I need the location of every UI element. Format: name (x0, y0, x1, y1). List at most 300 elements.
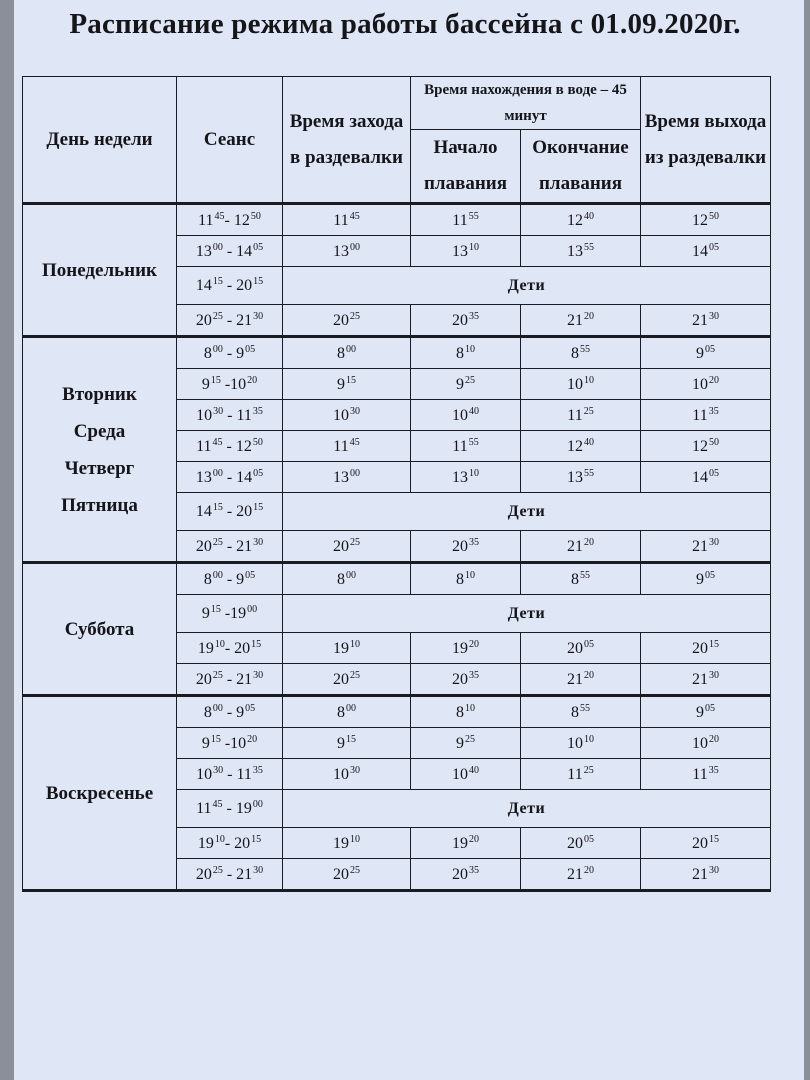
entry-time: $19^{10}$ (333, 833, 360, 852)
time-minutes: 10 (350, 638, 360, 650)
entry-time: $11^{45}$ (333, 210, 360, 229)
time-minutes: 10 (465, 569, 475, 581)
time-minutes: 45 (349, 436, 360, 448)
time-minutes: 30 (253, 669, 264, 681)
session-cell: $9^{15}$ $-10^{20}$ (177, 369, 283, 400)
exit-time-cell (641, 337, 771, 369)
time-minutes: 25 (583, 405, 594, 417)
time-minutes: 15 (210, 374, 221, 386)
swim-end-time: $8^{55}$ (571, 343, 590, 362)
time-minutes: 15 (210, 733, 221, 745)
time-minutes: 05 (705, 702, 715, 714)
swim-start-time: $20^{35}$ (452, 536, 479, 555)
exit-time: $10^{20}$ (692, 733, 719, 752)
session-start: $14^{15}$ (195, 502, 223, 520)
session-end: $19^{00}$ (235, 799, 263, 817)
exit-time-cell (641, 462, 771, 493)
entry-time-cell (283, 563, 411, 595)
entry-time-cell (283, 462, 411, 493)
table-row (23, 563, 771, 595)
day-group (23, 204, 771, 337)
time-minutes: 05 (245, 343, 256, 355)
time-minutes: 25 (465, 374, 475, 386)
exit-time-cell (641, 759, 771, 790)
time-minutes: 15 (210, 604, 221, 615)
swim-end-time-cell (521, 400, 641, 431)
entry-time: $10^{30}$ (333, 405, 360, 424)
swim-start-time-cell (411, 305, 521, 337)
session-cell: $10^{30} - 11^{35}$ (177, 759, 283, 790)
time-minutes: 00 (247, 604, 258, 615)
day-name: Вторник (62, 383, 137, 405)
time-minutes: 35 (252, 405, 263, 417)
swim-start-time-cell (411, 400, 521, 431)
time-minutes: 00 (252, 799, 263, 810)
header-water-time: Время нахождения в воде – 45 минут (411, 77, 641, 130)
session-cell: $20^{25} - 21^{30}$ (177, 531, 283, 563)
entry-time: $13^{00}$ (333, 241, 360, 260)
kids-session-cell: Дети (283, 790, 771, 828)
entry-time: $19^{10}$ (333, 638, 360, 657)
entry-time-cell (283, 859, 411, 891)
time-minutes: 55 (580, 343, 590, 355)
swim-start-time-cell (411, 431, 521, 462)
time-minutes: 10 (465, 702, 475, 714)
swim-end-time-cell (521, 859, 641, 891)
session-end: $20^{15}$ (234, 638, 262, 657)
entry-time: $20^{25}$ (333, 669, 360, 688)
session-cell: $20^{25} - 21^{30}$ (177, 664, 283, 696)
exit-time: $11^{35}$ (692, 764, 719, 783)
swim-end-time: $13^{55}$ (567, 467, 594, 486)
time-minutes: 20 (469, 833, 479, 845)
entry-time-cell (283, 204, 411, 236)
swim-end-time: $21^{20}$ (567, 536, 594, 555)
swim-start-time-cell (411, 236, 521, 267)
time-minutes: 30 (213, 764, 224, 776)
time-minutes: 50 (709, 210, 719, 222)
swim-end-time: $10^{10}$ (567, 733, 594, 752)
time-minutes: 15 (709, 638, 719, 650)
time-minutes: 35 (708, 764, 719, 776)
session-end: $14^{05}$ (236, 467, 264, 486)
session-cell: $9^{15}$ $-10^{20}$ (177, 728, 283, 759)
session-end: $14^{05}$ (236, 241, 264, 260)
day-name: Воскресенье (45, 782, 154, 804)
exit-time: $11^{35}$ (692, 405, 719, 424)
day-name: Среда (73, 420, 126, 442)
swim-end-time: $10^{10}$ (567, 374, 594, 393)
exit-time-cell (641, 531, 771, 563)
session-start: $19^{10}$ (197, 638, 225, 657)
swim-start-time: $19^{20}$ (452, 638, 479, 657)
kids-session-cell: Дети (283, 595, 771, 633)
exit-time-cell (641, 305, 771, 337)
session-end: $20^{15}$ (236, 276, 264, 294)
swim-end-time: $8^{55}$ (571, 702, 590, 721)
kids-session-cell: Дети (283, 267, 771, 305)
header-entry-time: Время захода в раздевалки (283, 77, 411, 204)
header-exit-time: Время выхода из раздевалки (641, 77, 771, 204)
exit-time: $12^{50}$ (692, 436, 719, 455)
time-minutes: 05 (253, 467, 264, 479)
session-cell: $19^{10}-$ $20^{15}$ (177, 828, 283, 859)
swim-end-time-cell (521, 337, 641, 369)
time-minutes: 15 (709, 833, 719, 845)
exit-time: $14^{05}$ (692, 241, 719, 260)
time-minutes: 20 (584, 669, 594, 681)
entry-time: $20^{25}$ (333, 536, 360, 555)
time-minutes: 20 (247, 733, 258, 745)
header-swim-start: Начало плавания (411, 130, 521, 204)
session-cell: $14^{15} - 20^{15}$ (177, 267, 283, 305)
schedule-table (22, 76, 771, 892)
time-minutes: 40 (584, 210, 594, 222)
day-group (23, 563, 771, 696)
time-minutes: 20 (247, 374, 258, 386)
session-cell: $9^{15}$ $-19^{00}$ (177, 595, 283, 633)
entry-time-cell (283, 305, 411, 337)
time-minutes: 05 (253, 241, 264, 253)
time-minutes: 35 (469, 310, 479, 322)
entry-time-cell (283, 431, 411, 462)
time-minutes: 25 (212, 536, 223, 548)
day-name-cell (23, 204, 177, 337)
session-start: $11^{45}$ (196, 799, 223, 817)
entry-time-cell (283, 337, 411, 369)
time-minutes: 10 (214, 638, 225, 650)
entry-time-cell (283, 400, 411, 431)
time-minutes: 00 (212, 467, 223, 479)
swim-start-time: $11^{55}$ (452, 436, 479, 455)
swim-end-time: $21^{20}$ (567, 310, 594, 329)
entry-time-cell (283, 759, 411, 790)
exit-time-cell (641, 633, 771, 664)
session-cell: $20^{25} - 21^{30}$ (177, 305, 283, 337)
entry-time: $20^{25}$ (333, 310, 360, 329)
swim-start-time-cell (411, 728, 521, 759)
exit-time: $20^{15}$ (692, 833, 719, 852)
time-minutes: 25 (583, 764, 594, 776)
time-minutes: 55 (580, 569, 590, 581)
entry-time-cell (283, 728, 411, 759)
swim-start-time-cell (411, 759, 521, 790)
session-start: $13^{00}$ (195, 467, 223, 486)
exit-time-cell (641, 563, 771, 595)
time-minutes: 40 (469, 764, 479, 776)
session-end: $21^{30}$ (236, 310, 264, 329)
swim-start-time-cell (411, 369, 521, 400)
exit-time: $21^{30}$ (692, 669, 719, 688)
time-minutes: 30 (709, 536, 719, 548)
swim-end-time-cell (521, 236, 641, 267)
time-minutes: 55 (468, 210, 479, 222)
time-minutes: 00 (212, 343, 223, 355)
entry-time: $9^{15}$ (337, 374, 356, 393)
session-end: $10^{20}$ (230, 733, 258, 752)
exit-time-cell (641, 859, 771, 891)
session-cell: $10^{30} - 11^{35}$ (177, 400, 283, 431)
session-start: $8^{00}$ (203, 702, 223, 721)
time-minutes: 20 (584, 864, 594, 876)
swim-end-time: $12^{40}$ (567, 436, 594, 455)
time-minutes: 00 (212, 569, 223, 581)
entry-time: $8^{00}$ (337, 569, 356, 588)
swim-start-time: $8^{10}$ (456, 343, 475, 362)
time-minutes: 05 (709, 241, 719, 253)
swim-end-time: $12^{40}$ (567, 210, 594, 229)
session-start: $13^{00}$ (195, 241, 223, 260)
entry-time: $10^{30}$ (333, 764, 360, 783)
session-start: $19^{10}$ (197, 833, 225, 852)
time-minutes: 25 (212, 310, 223, 322)
time-minutes: 00 (346, 702, 356, 714)
table-row (23, 696, 771, 728)
time-minutes: 05 (584, 833, 594, 845)
time-minutes: 00 (346, 569, 356, 581)
session-end: $21^{30}$ (236, 669, 264, 688)
swim-end-time-cell (521, 305, 641, 337)
time-minutes: 10 (214, 833, 225, 845)
session-end: $20^{15}$ (236, 502, 264, 520)
session-end: $21^{30}$ (236, 536, 264, 555)
exit-time: $14^{05}$ (692, 467, 719, 486)
entry-time: $8^{00}$ (337, 343, 356, 362)
time-minutes: 30 (253, 310, 264, 322)
time-minutes: 15 (251, 833, 262, 845)
session-start: $20^{25}$ (195, 669, 223, 688)
session-end: $11^{35}$ (236, 764, 263, 783)
time-minutes: 15 (346, 733, 356, 745)
session-start: $9^{15}$ (201, 374, 221, 393)
session-cell: $11^{45} - 19^{00}$ (177, 790, 283, 828)
session-cell: $14^{15} - 20^{15}$ (177, 493, 283, 531)
exit-time-cell (641, 828, 771, 859)
swim-start-time: $19^{20}$ (452, 833, 479, 852)
time-minutes: 00 (212, 241, 223, 253)
session-cell: $13^{00} - 14^{05}$ (177, 462, 283, 493)
time-minutes: 05 (709, 467, 719, 479)
exit-time: $12^{50}$ (692, 210, 719, 229)
time-minutes: 35 (469, 864, 479, 876)
session-start: $14^{15}$ (195, 276, 223, 294)
swim-start-time-cell (411, 204, 521, 236)
swim-start-time: $20^{35}$ (452, 864, 479, 883)
exit-time: $9^{05}$ (696, 343, 715, 362)
time-minutes: 25 (350, 310, 360, 322)
swim-start-time-cell (411, 828, 521, 859)
entry-time-cell (283, 664, 411, 696)
time-minutes: 45 (212, 799, 223, 810)
time-minutes: 10 (584, 374, 594, 386)
time-minutes: 10 (350, 833, 360, 845)
time-minutes: 05 (245, 702, 256, 714)
session-end: $20^{15}$ (234, 833, 262, 852)
entry-time-cell (283, 531, 411, 563)
time-minutes: 45 (212, 436, 223, 448)
entry-time-cell (283, 369, 411, 400)
exit-time-cell (641, 369, 771, 400)
exit-time-cell (641, 236, 771, 267)
time-minutes: 25 (465, 733, 475, 745)
time-minutes: 25 (350, 669, 360, 681)
swim-end-time-cell (521, 431, 641, 462)
day-name-cell (23, 563, 177, 696)
swim-end-time-cell (521, 664, 641, 696)
swim-start-time-cell (411, 531, 521, 563)
session-cell: $8^{00} - 9^{05}$ (177, 696, 283, 728)
time-minutes: 35 (469, 669, 479, 681)
time-minutes: 50 (252, 436, 263, 448)
exit-time-cell (641, 696, 771, 728)
exit-time: $9^{05}$ (696, 569, 715, 588)
swim-start-time: $20^{35}$ (452, 669, 479, 688)
session-start: $11^{45}$ (198, 210, 225, 229)
time-minutes: 20 (709, 374, 719, 386)
exit-time-cell (641, 728, 771, 759)
session-end: $21^{30}$ (236, 864, 264, 883)
swim-start-time: $11^{55}$ (452, 210, 479, 229)
session-cell: $11^{45} - 12^{50}$ (177, 431, 283, 462)
swim-end-time: $21^{20}$ (567, 669, 594, 688)
swim-end-time: $20^{05}$ (567, 638, 594, 657)
time-minutes: 00 (350, 467, 360, 479)
time-minutes: 25 (212, 864, 223, 876)
swim-end-time: $21^{20}$ (567, 864, 594, 883)
time-minutes: 35 (252, 764, 263, 776)
swim-end-time-cell (521, 728, 641, 759)
session-end: $12^{50}$ (233, 210, 261, 229)
swim-start-time: $10^{40}$ (452, 764, 479, 783)
table-row (23, 204, 771, 236)
swim-start-time-cell (411, 633, 521, 664)
time-minutes: 30 (709, 669, 719, 681)
time-minutes: 15 (346, 374, 356, 386)
exit-time: $10^{20}$ (692, 374, 719, 393)
entry-time-cell (283, 696, 411, 728)
time-minutes: 00 (346, 343, 356, 355)
session-cell: $13^{00} - 14^{05}$ (177, 236, 283, 267)
time-minutes: 15 (251, 638, 262, 650)
session-end: $9^{05}$ (236, 569, 256, 588)
session-start: $20^{25}$ (195, 536, 223, 555)
session-cell: $11^{45}-$ $12^{50}$ (177, 204, 283, 236)
entry-time: $8^{00}$ (337, 702, 356, 721)
time-minutes: 30 (350, 764, 360, 776)
swim-start-time-cell (411, 696, 521, 728)
day-name: Понедельник (41, 259, 157, 281)
swim-end-time: $13^{55}$ (567, 241, 594, 260)
time-minutes: 35 (469, 536, 479, 548)
entry-time: $9^{15}$ (337, 733, 356, 752)
session-start: $10^{30}$ (196, 764, 224, 783)
time-minutes: 10 (584, 733, 594, 745)
swim-end-time-cell (521, 462, 641, 493)
swim-start-time: $9^{25}$ (456, 374, 475, 393)
time-minutes: 00 (212, 702, 223, 714)
time-minutes: 00 (350, 241, 360, 253)
session-start: $8^{00}$ (203, 569, 223, 588)
swim-start-time-cell (411, 337, 521, 369)
time-minutes: 05 (705, 569, 715, 581)
day-name-cell (23, 696, 177, 891)
header-day: День недели (23, 77, 177, 204)
time-minutes: 55 (584, 467, 594, 479)
swim-end-time-cell (521, 563, 641, 595)
entry-time: $20^{25}$ (333, 864, 360, 883)
time-minutes: 20 (584, 310, 594, 322)
swim-end-time: $11^{25}$ (567, 405, 594, 424)
exit-time-cell (641, 431, 771, 462)
time-minutes: 20 (709, 733, 719, 745)
time-minutes: 45 (214, 210, 225, 222)
swim-end-time-cell (521, 696, 641, 728)
time-minutes: 40 (469, 405, 479, 417)
swim-start-time: $8^{10}$ (456, 569, 475, 588)
entry-time-cell (283, 236, 411, 267)
time-minutes: 20 (469, 638, 479, 650)
exit-time: $21^{30}$ (692, 864, 719, 883)
time-minutes: 45 (349, 210, 360, 222)
day-name: Пятница (61, 494, 138, 516)
swim-start-time-cell (411, 462, 521, 493)
day-name-cell (23, 337, 177, 563)
time-minutes: 30 (253, 536, 264, 548)
time-minutes: 10 (469, 467, 479, 479)
exit-time: $21^{30}$ (692, 310, 719, 329)
session-end: $10^{20}$ (230, 374, 258, 393)
time-minutes: 05 (705, 343, 715, 355)
time-minutes: 25 (350, 536, 360, 548)
swim-start-time-cell (411, 664, 521, 696)
day-group (23, 337, 771, 563)
swim-end-time-cell (521, 531, 641, 563)
swim-end-time: $8^{55}$ (571, 569, 590, 588)
entry-time: $13^{00}$ (333, 467, 360, 486)
session-end: $12^{50}$ (235, 436, 263, 455)
table-header (23, 77, 771, 204)
swim-end-time-cell (521, 633, 641, 664)
session-start: $9^{15}$ (201, 733, 221, 752)
exit-time: $9^{05}$ (696, 702, 715, 721)
time-minutes: 15 (212, 276, 223, 287)
swim-start-time: $13^{10}$ (452, 467, 479, 486)
exit-time-cell (641, 204, 771, 236)
entry-time: $11^{45}$ (333, 436, 360, 455)
swim-start-time: $8^{10}$ (456, 702, 475, 721)
session-end: $9^{05}$ (236, 702, 256, 721)
page-title: Расписание режима работы бассейна с 01.09.2020г. (69, 8, 741, 40)
time-minutes: 10 (465, 343, 475, 355)
exit-time: $20^{15}$ (692, 638, 719, 657)
header-swim-end: Окончание плавания (521, 130, 641, 204)
time-minutes: 15 (212, 502, 223, 513)
time-minutes: 55 (468, 436, 479, 448)
swim-end-time-cell (521, 759, 641, 790)
time-minutes: 05 (245, 569, 256, 581)
time-minutes: 40 (584, 436, 594, 448)
time-minutes: 30 (253, 864, 264, 876)
time-minutes: 25 (350, 864, 360, 876)
session-end: $11^{35}$ (236, 405, 263, 424)
day-name: Четверг (64, 457, 135, 479)
session-start: $20^{25}$ (195, 864, 223, 883)
time-minutes: 30 (709, 864, 719, 876)
session-cell: $8^{00} - 9^{05}$ (177, 563, 283, 595)
session-start: $8^{00}$ (203, 343, 223, 362)
entry-time-cell (283, 633, 411, 664)
time-minutes: 30 (709, 310, 719, 322)
